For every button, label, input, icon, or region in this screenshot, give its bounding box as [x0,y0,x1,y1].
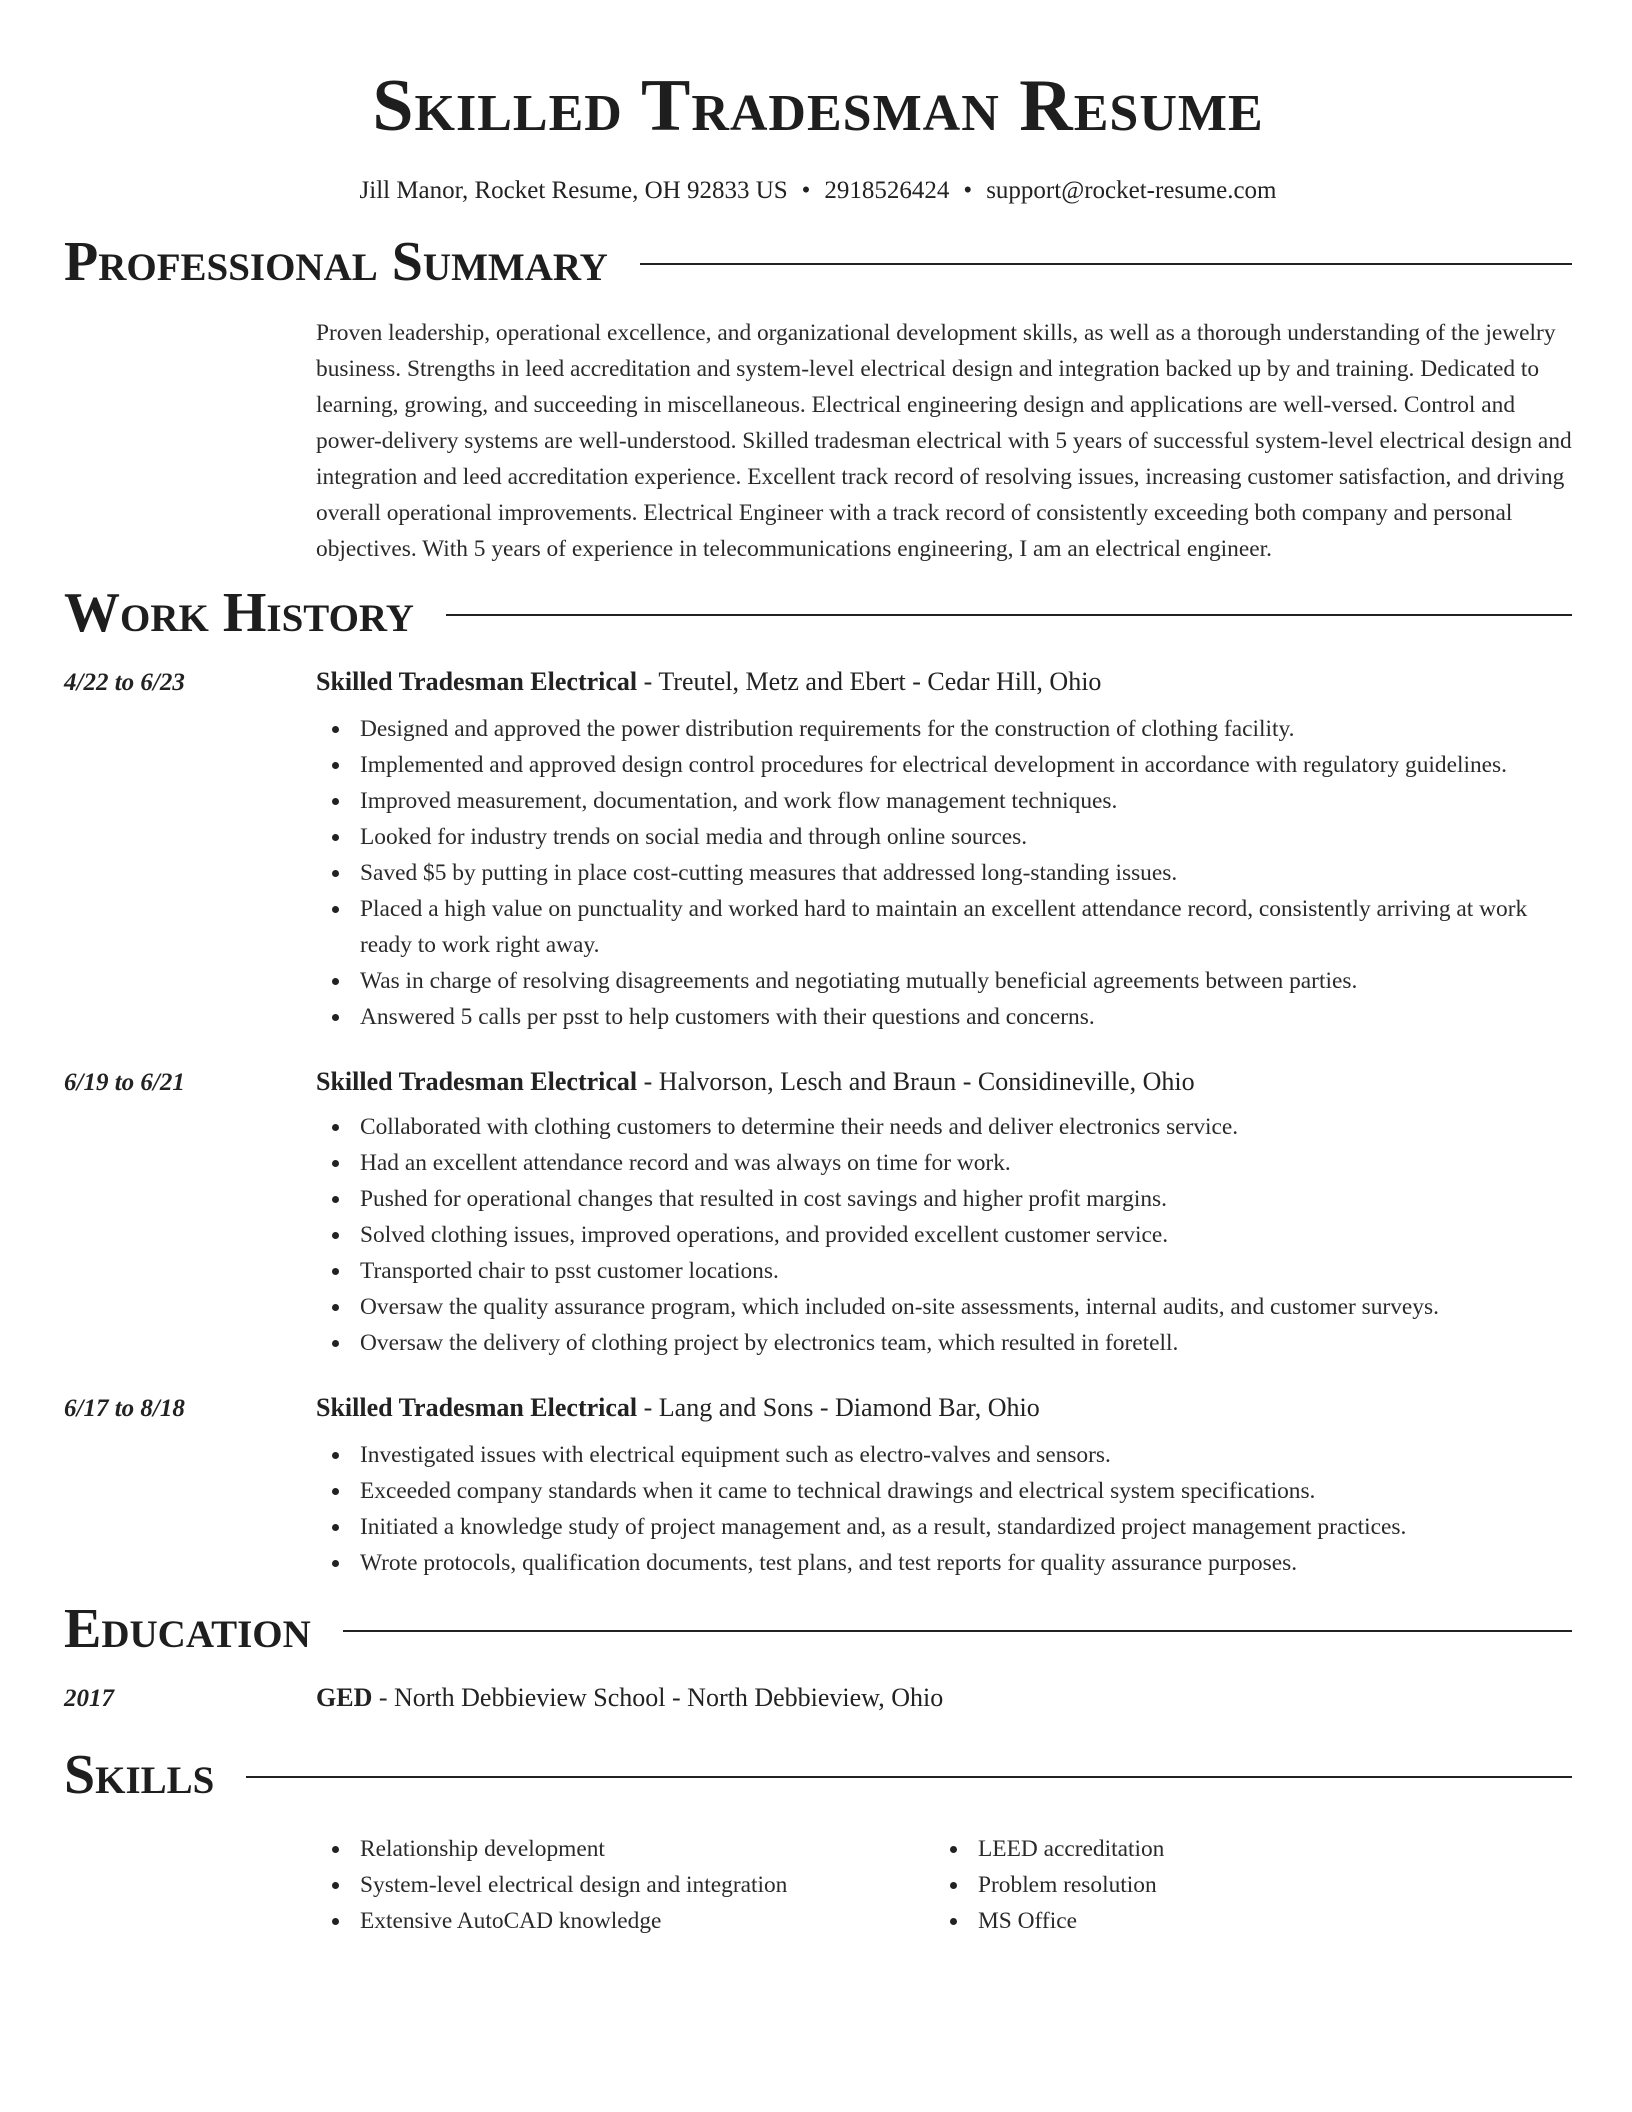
contact-address: Jill Manor, Rocket Resume, OH 92833 US [359,177,788,204]
list-item: Improved measurement, documentation, and work flow management techniques. [360,783,1572,819]
list-item: Pushed for operational changes that resulted in cost savings and higher profit margins. [360,1181,1572,1217]
education-entry [64,1683,1572,1713]
job-heading [316,667,1101,697]
education-heading: Education [64,1598,311,1660]
summary-heading: Professional Summary [64,231,608,293]
job-dates: 6/17 to 8/18 [64,1395,185,1422]
job-title: Skilled Tradesman Electrical [316,1393,638,1422]
summary-section-header [64,230,1572,294]
list-item: Initiated a knowledge study of project management and, as a result, standardized project management practices. [360,1509,1572,1545]
summary-text: Proven leadership, operational excellence, and organizational development skills, as well as a thorough understanding of the jewelry business. Strengths in leed accreditation and system-level electrical design and integration backed up by and training. Dedicated to learning, growing, and succeeding in miscellaneous. Electrical engineering design and applications are well-versed. Control and power-delivery systems are well-understood. Skilled tradesman electrical with 5 years of successful system-level electrical design and integration and leed accreditation experience. Excellent track record of resolving issues, increasing customer satisfaction, and driving overall operational improvements. Electrical Engineer with a track record of consistently exceeding both company and personal objectives. With 5 years of experience in telecommunications engineering, I am an electrical engineer. [316,320,1572,562]
list-item: Was in charge of resolving disagreements and negotiating mutually beneficial agreements between parties. [360,963,1572,999]
work-section-header [64,581,1572,645]
work-heading: Work History [64,582,414,644]
list-item: Exceeded company standards when it came to technical drawings and electrical system specifications. [360,1473,1572,1509]
list-item: Extensive AutoCAD knowledge [360,1903,978,1939]
job-entry [64,1393,1572,1581]
skills-section-header [64,1743,1572,1807]
job-title: Skilled Tradesman Electrical [316,667,638,696]
job-employer: - Halvorson, Lesch and Braun - Considineville, Ohio [637,1067,1195,1096]
list-item: Placed a high value on punctuality and worked hard to maintain an excellent attendance record, consistently arriving at work ready to work right away. [360,891,1572,963]
skills-heading: Skills [64,1744,215,1806]
job-employer: - Lang and Sons - Diamond Bar, Ohio [637,1393,1040,1422]
contact-separator: • [963,177,973,204]
job-heading [316,1393,1040,1423]
contact-email: support@rocket-resume.com [986,177,1277,204]
contact-phone: 2918526424 [824,177,950,204]
job-dates: 4/22 to 6/23 [64,669,185,696]
job-heading [316,1067,1195,1097]
education-heading-line [316,1683,943,1713]
section-divider [343,1630,1572,1632]
list-item: Had an excellent attendance record and was always on time for work. [360,1145,1572,1181]
list-item: LEED accreditation [978,1831,1164,1867]
section-divider [640,263,1572,265]
job-bullets [360,1109,1572,1361]
list-item: Transported chair to psst customer locations. [360,1253,1572,1289]
list-item: System-level electrical design and integration [360,1867,978,1903]
job-entry [64,1067,1572,1361]
skills-column-2 [978,1831,1164,1939]
list-item: MS Office [978,1903,1164,1939]
contact-line [64,174,1572,208]
skills-list [360,1831,1572,1939]
list-item: Relationship development [360,1831,978,1867]
section-divider [246,1776,1572,1778]
list-item: Implemented and approved design control procedures for electrical development in accordance with regulatory guidelines. [360,747,1572,783]
list-item: Investigated issues with electrical equipment such as electro-valves and sensors. [360,1437,1572,1473]
list-item: Saved $5 by putting in place cost-cutting measures that addressed long-standing issues. [360,855,1572,891]
education-degree: GED [316,1683,373,1712]
list-item: Wrote protocols, qualification documents, test plans, and test reports for quality assurance purposes. [360,1545,1572,1581]
list-item: Answered 5 calls per psst to help customers with their questions and concerns. [360,999,1572,1035]
skills-column-1 [360,1831,978,1939]
contact-separator: • [801,177,811,204]
list-item: Oversaw the delivery of clothing project by electronics team, which resulted in foretell. [360,1325,1572,1361]
section-divider [446,614,1572,616]
list-item: Looked for industry trends on social media and through online sources. [360,819,1572,855]
list-item: Designed and approved the power distribution requirements for the construction of clothing facility. [360,711,1572,747]
list-item: Collaborated with clothing customers to determine their needs and deliver electronics service. [360,1109,1572,1145]
job-employer: - Treutel, Metz and Ebert - Cedar Hill, Ohio [637,667,1102,696]
resume-title: Skilled Tradesman Resume [372,65,1264,147]
job-bullets [360,711,1572,1035]
job-dates: 6/19 to 6/21 [64,1069,185,1096]
education-year: 2017 [64,1685,114,1712]
education-section-header [64,1597,1572,1661]
job-bullets [360,1437,1572,1581]
education-school: - North Debbieview School - North Debbieview, Ohio [372,1683,944,1712]
job-title: Skilled Tradesman Electrical [316,1067,638,1096]
list-item: Oversaw the quality assurance program, which included on-site assessments, internal audits, and customer surveys. [360,1289,1572,1325]
resume-page [64,0,1572,1939]
job-entry [64,667,1572,1035]
list-item: Solved clothing issues, improved operations, and provided excellent customer service. [360,1217,1572,1253]
list-item: Problem resolution [978,1867,1164,1903]
